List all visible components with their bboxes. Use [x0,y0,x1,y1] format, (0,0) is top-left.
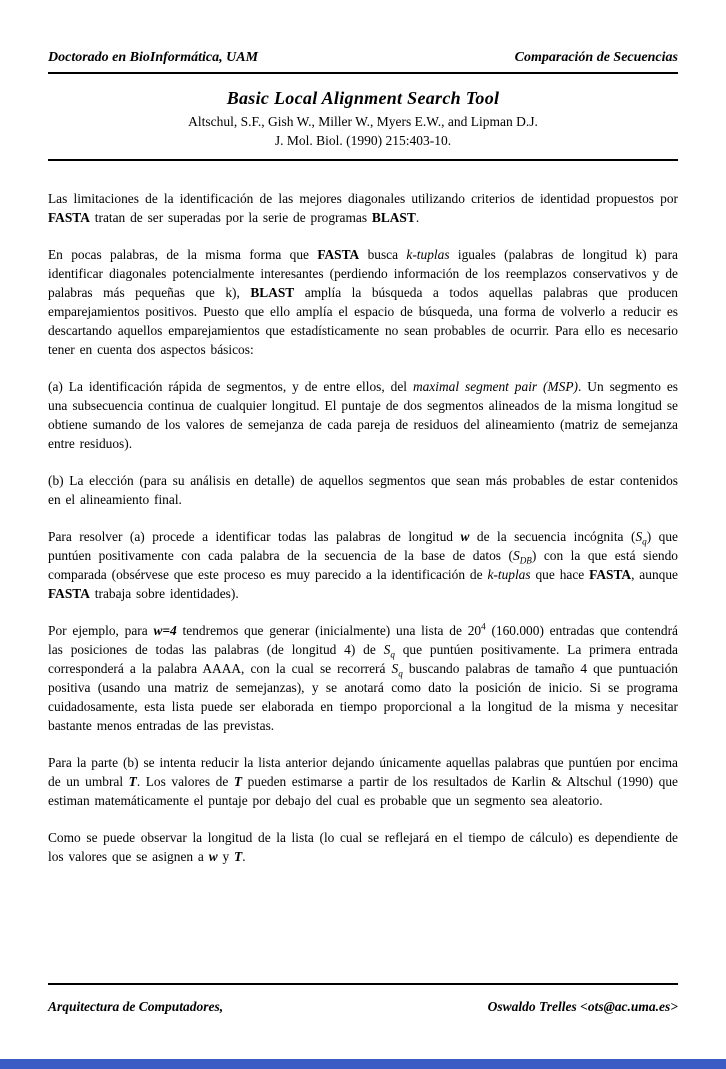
footer-left-text: Arquitectura de Computadores, [48,999,224,1014]
header-right-text: Comparación de Secuencias [514,50,678,65]
document-title: Basic Local Alignment Search Tool [226,88,500,108]
footer-rule [48,983,678,985]
paragraph: Como se puede observar la longitud de la lista (lo cual se reflejará en el tiempo de cálculo) es dependiente de los valores que se asignen a w y T. [48,830,678,864]
reference-line: J. Mol. Biol. (1990) 215:403-10. [274,133,452,148]
paragraph: (b) La elección (para su análisis en detalle) de aquellos segmentos que sean más probables de estar contenidos en el alineamiento final. [48,473,678,507]
paragraph: Para la parte (b) se intenta reducir la lista anterior dejando únicamente aquellas palabras que puntúen por encima de un umbral T. Los valores de T pueden estimarse a partir de los resultados de Karlin & Altschul (1990) que estiman matemáticamente el puntaje por debajo del cual es probable que un segmento sea aleatorio. [48,755,678,808]
authors-line: Altschul, S.F., Gish W., Miller W., Myers E.W., and Lipman D.J. [188,114,538,129]
title-block [48,88,678,149]
paragraph: En pocas palabras, de la misma forma que FASTA busca k-tuplas iguales (palabras de longitud k) para identificar diagonales potencialmente interesantes (perdiendo información de los reemplazos conservativos y de palabras más pequeñas que k), BLAST amplía la búsqueda a todos aquellas palabras que producen emparejamientos positivos. Puesto que ello amplía el espacio de búsqueda, una forma de volverlo a reducir es descartando aquellos emparejamientos que estadísticamente no sean probables de ocurrir. Para ello es necesario tener en cuenta dos aspectos básicos: [48,247,679,357]
paragraph: (a) La identificación rápida de segmentos, y de entre ellos, del maximal segment pair (MSP). Un segmento es una subsecuencia continua de cualquier longitud. El puntaje de dos segmentos alineados de la misma longitud se obtiene sumando de los valores de semejanza de cada pareja de residuos del alineamiento (matriz de semejanza entre residuos). [48,379,679,451]
header-rule [48,72,678,74]
paragraph: Por ejemplo, para w=4 tendremos que generar (inicialmente) una lista de $20^4$ (160.000) entradas que contendrá las posiciones de todas las palabras (de longitud 4) de $S_q$ que puntúen positivamente. La primera entrada corresponderá a la palabra AAAA, con la cual se recorrerá $S_q$ buscando palabras de tamaño 4 que puntuación positiva (usando una matriz de semejanzas), y se anotará como dato la posición de inicio. Si se programa cuidadosamente, esta lista puede ser elaborada en tiempo proporcional a la longitud de la misma y necesitar bastante menos entradas de las previstas. [48,621,679,733]
page-header [48,0,678,66]
bottom-bar [0,1059,726,1069]
document-body [48,189,678,866]
page-footer [48,983,678,1015]
title-rule [48,159,678,161]
paragraph: Las limitaciones de la identificación de las mejores diagonales utilizando criterios de identidad propuestos por FASTA tratan de ser superadas por la serie de programas BLAST. [48,191,678,225]
footer-right-text: Oswaldo Trelles <ots@ac.uma.es> [487,999,678,1014]
header-left-text: Doctorado en BioInformática, UAM [48,50,259,65]
paragraph: Para resolver (a) procede a identificar todas las palabras de longitud w de la secuencia incógnita $(S_q)$ que puntúen positivamente con cada palabra de la secuencia de la base de datos $(S_{DB})$ con la que está siendo comparada (obsérvese que este proceso es muy parecido a la identificación de k-tuplas que hace FASTA, aunque FASTA trabaja sobre identidades). [48,529,678,601]
